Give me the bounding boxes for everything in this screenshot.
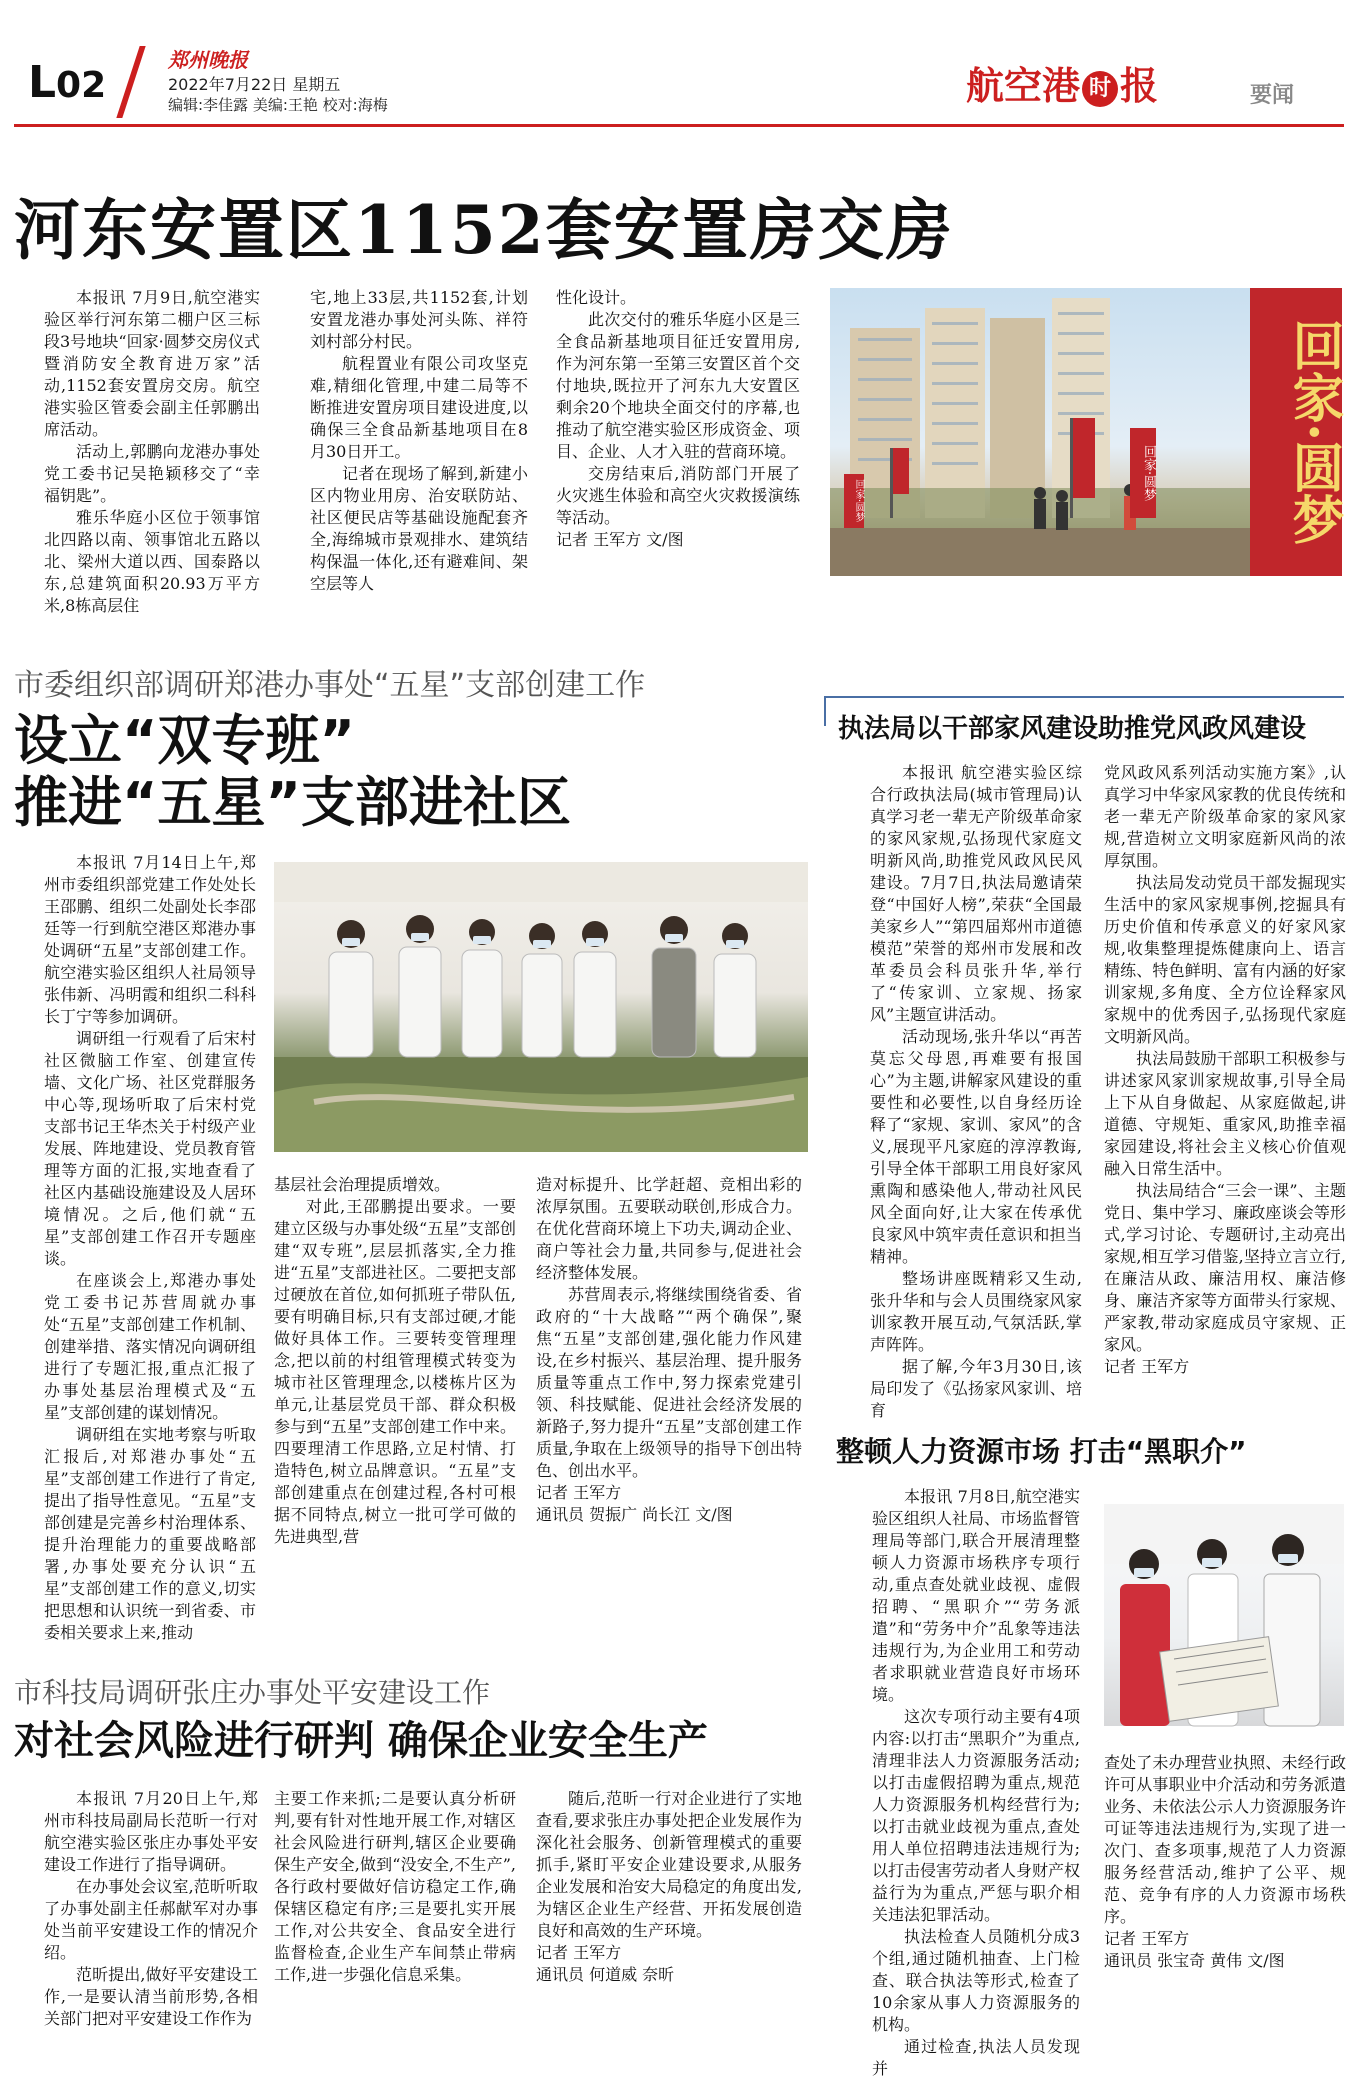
article3-col1: [870, 762, 1082, 1422]
article2-headline-2: 推进“五星”支部进社区: [14, 771, 571, 834]
article2-col3: [536, 1174, 802, 1526]
masthead-rule: [14, 124, 1344, 127]
photo-research-team: [274, 862, 808, 1152]
article3-p1: 本报讯 航空港实验区综合行政执法局(城市管理局)认真学习老一辈无产阶级革命家的家风家规,弘扬现代家庭文明新风尚,助推党风政风民风建设。7月7日,执法局邀请荣登“中国好人榜”,荣获“全国最美家乡人”“第四届郑州市道德模范”荣誉的郑州市发展和改革委员会科员张升华,举行了“传家训、立家规、扬家风”主题宣讲活动。: [870, 763, 1082, 1024]
article2-p3: 在座谈会上,郑港办事处党工委书记苏营周就办事处“五星”支部创建工作机制、创建举措、落实情况向调研组进行了专题汇报,重点汇报了办事处基层治理模式及“五星”支部创建的谋划情况。: [44, 1271, 256, 1422]
article2-p5: 基层社会治理提质增效。: [274, 1175, 451, 1194]
photo-banner-small-2: 回家·圆梦: [844, 474, 864, 528]
article2-headline-1: 设立“双专班”: [14, 709, 355, 772]
section-title-b: 时: [1089, 76, 1112, 101]
article1-p6: 记者在现场了解到,新建小区内物业用房、治安联防站、社区便民店等基础设施配套齐全,海绵城市景观排水、建筑结构保温一体化,还有避难间、架空层等人: [310, 464, 528, 593]
article5-p5: 随后,范昕一行对企业进行了实地查看,要求张庄办事处把企业发展作为深化社会服务、创新管理模式的重要抓手,紧盯平安企业建设要求,从服务企业发展和治安大局稳定的角度出发,为辖区企业生产经营、开拓发展创造良好和高效的生产环境。: [536, 1789, 802, 1940]
article4-p4: 通过检查,执法人员发现并: [872, 2037, 1080, 2078]
article1-headline: 河东安置区1152套安置房交房: [14, 191, 954, 269]
article2-p8: 苏营周表示,将继续围绕省委、省政府的“十大战略”“两个确保”,聚焦“五星”支部创建,强化能力作风建设,在乡村振兴、基层治理、提升服务质量等重点工作中,努力探索党建引领、科技赋能、促进社会经济发展的新路子,努力提升“五星”支部创建工作质量,争取在上级领导的指导下创出特色、创出水平。: [536, 1285, 802, 1480]
photo-research-svg: [274, 862, 808, 1152]
article2-p4: 调研组在实地考察与听取汇报后,对郑港办事处“五星”支部创建工作进行了肯定,提出了指导性意见。“五星”支部创建是完善乡村治理体系、提升治理能力的重要战略部署,办事处要充分认识“五星”支部创建工作的意义,切实把思想和认识统一到省委、市委相关要求上来,推动: [44, 1425, 256, 1642]
section-title-circle: [1082, 71, 1118, 107]
photo-banner-small-1: 回家·圆梦: [1130, 428, 1156, 518]
article2-kicker: 市委组织部调研郑港办事处“五星”支部创建工作: [14, 668, 646, 703]
article3-byline: 记者 王军方: [1104, 1357, 1190, 1376]
article1-p4: 宅,地上33层,共1152套,计划安置龙港办事处河头陈、祥符刘村部分村民。: [310, 288, 528, 351]
article3-p5: 党风政风系列活动实施方案》,认真学习中华家风家教的优良传统和老一辈无产阶级革命家的家风家规,营造树立文明家庭新风尚的浓厚氛围。: [1104, 763, 1346, 870]
article2-p1: 本报讯 7月14日上午,郑州市委组织部党建工作处处长王邵鹏、组织二处副处长李邵廷等一行到航空港区郑港办事处调研“五星”支部创建工作。航空港实验区组织人社局领导张伟新、冯明霞和组织二科科长丁宁等参加调研。: [44, 853, 256, 1026]
photo-housing-handover: [830, 288, 1342, 576]
article3-p2: 活动现场,张升华以“再苦莫忘父母恩,再难要有报国心”为主题,讲解家风建设的重要性和必要性,以自身经历诠释了“家规、家训、家风”的含义,展现平凡家庭的淳淳教诲,引导全体干部职工用良好家风熏陶和感染他人,带动社风民风全面向好,让大家在传承优良家风中筑牢责任意识和担当精神。: [870, 1027, 1082, 1266]
article5-p4: 主要工作来抓;二是要认真分析研判,要有针对性地开展工作,对辖区社会风险进行研判,辖区企业要确保生产安全,做到“没安全,不生产”,各行政村要做好信访稳定工作,确保辖区稳定有序;三是要扎实开展工作,对公共安全、食品安全进行监督检查,企业生产车间禁止带病工作,进一步强化信息采集。: [274, 1789, 516, 1984]
section-title: [966, 64, 1158, 108]
article3-p3: 整场讲座既精彩又生动,张升华和与会人员围绕家风家训家教开展互动,气氛活跃,掌声阵阵。: [870, 1269, 1082, 1354]
article5-kicker: 市科技局调研张庄办事处平安建设工作: [14, 1676, 491, 1709]
article5-byline-1: 记者 王军方: [536, 1943, 622, 1962]
article1-col1: [44, 287, 260, 617]
article1-p8: 此次交付的雅乐华庭小区是三全食品新基地项目征迁安置用房,作为河东第一至第三安置区首个交付地块,既拉开了河东九大安置区剩余20个地块全面交付的序幕,也推动了航空港实验区形成资金、项目、企业、人才入驻的营商环境。: [556, 310, 800, 461]
article5-col1: [44, 1788, 258, 2030]
article3-box-line: [824, 696, 826, 726]
article3-box-top: [824, 696, 1344, 698]
article4-col1: [872, 1486, 1080, 2080]
article4-byline-2: 通讯员 张宝奇 黄伟 文/图: [1104, 1951, 1285, 1970]
article3-p6: 执法局发动党员干部发掘现实生活中的家风家规事例,挖掘具有历史价值和传承意义的好家风家规,收集整理提炼健康向上、语言精练、特色鲜明、富有内涵的好家训家规,多角度、全方位诠释家风家规中的优秀因子,弘扬现代家庭文明新风尚。: [1104, 873, 1346, 1046]
article5-p3: 范昕提出,做好平安建设工作,一是要认清当前形势,各相关部门把对平安建设工作作为: [44, 1965, 258, 2028]
article5-byline-2: 通讯员 何道威 奈昕: [536, 1965, 675, 1984]
photo-inspection: [1104, 1504, 1344, 1726]
article2-byline-2: 通讯员 贺振广 尚长江 文/图: [536, 1505, 733, 1524]
issue-date: 2022年7月22日 星期五: [168, 75, 341, 94]
article4-p2: 这次专项行动主要有4项内容:以打击“黑职介”为重点,清理非法人力资源服务活动;以打击虚假招聘为重点,规范人力资源服务机构经营行为;以打击就业歧视为重点,查处用人单位招聘违法违规行为;以打击侵害劳动者人身财产权益行为为重点,严惩与职介相关违法犯罪活动。: [872, 1707, 1081, 1924]
article4-p3: 执法检查人员随机分成3个组,通过随机抽查、上门检查、联合执法等形式,检查了10余家从事人力资源服务的机构。: [872, 1927, 1080, 2034]
article2-p6: 对此,王邵鹏提出要求。一要建立区级与办事处级“五星”支部创建“双专班”,层层抓落实,全力推进“五星”支部进社区。二要把支部过硬放在首位,如何抓班子带队伍,要有明确目标,只有支部过硬,才能做好具体工作。三要转变管理理念,把以前的村组管理模式转变为城市社区管理理念,以楼栋片区为单元,让基层党员干部、群众积极参与到“五星”支部创建工作中来。四要理清工作思路,立足村情、打造特色,树立品牌意识。“五星”支部创建重点在创建过程,各村可根据不同特点,树立一批可学可做的先进典型,营: [274, 1197, 516, 1546]
page-letter: [28, 58, 106, 111]
article1-p5: 航程置业有限公司攻坚克难,精细化管理,中建二局等不断推进安置房项目建设进度,以确保三全食品新基地项目在8月30日开工。: [310, 354, 528, 461]
masthead-slash: [116, 46, 145, 118]
article4-col2: [1104, 1752, 1346, 1972]
article2-byline-1: 记者 王军方: [536, 1483, 622, 1502]
paper-name: 郑州晚报: [168, 48, 248, 72]
article4-p5: 查处了未办理营业执照、未经行政许可从事职业中介活动和劳务派遣业务、未依法公示人力资源服务许可证等违法违规行为,实现了进一次门、查多项事,规范了人力资源服务经营活动,维护了公平、规范、竞争有序的人力资源市场秩序。: [1104, 1753, 1346, 1926]
article1-p3: 雅乐华庭小区位于领事馆北四路以南、领事馆北五路以北、梁州大道以西、国泰路以东,总建筑面积20.93万平方米,8栋高层住: [44, 508, 260, 615]
section-title-a: 航空港: [966, 64, 1081, 108]
article1-col3: [556, 287, 800, 551]
article3-title: 执法局以干部家风建设助推党风政风建设: [838, 714, 1307, 744]
article3-p7: 执法局鼓励干部职工积极参与讲述家风家训家规故事,引导全局上下从自身做起、从家庭做起,讲道德、守规矩、重家风,助推幸福家园建设,将社会主义核心价值观融入日常生活中。: [1104, 1049, 1346, 1178]
photo-inspection-svg: [1104, 1504, 1344, 1726]
article3-p8: 执法局结合“三会一课”、主题党日、集中学习、廉政座谈会等形式,学习讨论、专题研讨,主动亮出家规,相互学习借鉴,坚持立言立行,在廉洁从政、廉洁用权、廉洁修身、廉洁齐家等方面带头行家规、严家教,带动家庭成员守家规、正家风。: [1104, 1181, 1346, 1354]
article3-p4: 据了解,今年3月30日,该局印发了《弘扬家风家训、培育: [870, 1357, 1082, 1420]
article2-p2: 调研组一行观看了后宋村社区微脑工作室、创建宣传墙、文化广场、社区党群服务中心等,现场听取了后宋村党支部书记王华杰关于村级产业发展、阵地建设、党员教育管理等方面的汇报,实地查看了社区内基础设施建设及人居环境情况。之后,他们就“五星”支部创建工作召开专题座谈。: [44, 1029, 256, 1268]
article2-col2: [274, 1174, 516, 1548]
article4-title: 整顿人力资源市场 打击“黑职介”: [836, 1435, 1247, 1468]
article1-p7: 性化设计。: [556, 288, 637, 307]
article5-p1: 本报讯 7月20日上午,郑州市科技局副局长范昕一行对航空港实验区张庄办事处平安建设工作进行了指导调研。: [44, 1789, 258, 1874]
article5-col2: [274, 1788, 516, 1986]
article3-col2: [1104, 762, 1346, 1378]
article5-p2: 在办事处会议室,范昕听取了办事处副主任郝献军对办事处当前平安建设工作的情况介绍。: [44, 1877, 258, 1962]
article1-p1: 本报讯 7月9日,航空港实验区举行河东第二棚户区三标段3号地块“回家·圆梦交房仪式暨消防安全教育进万家”活动,1152套安置房交房。航空港实验区管委会副主任郭鹏出席活动。: [44, 288, 260, 439]
section-title-c: 报: [1120, 64, 1159, 108]
article1-p9: 交房结束后,消防部门开展了火灾逃生体验和高空火灾救援演练等活动。: [556, 464, 800, 527]
article2-col1: [44, 852, 256, 1644]
page-number: 02: [56, 65, 107, 106]
page-letter-text: L: [28, 57, 57, 108]
article4-byline-1: 记者 王军方: [1104, 1929, 1190, 1948]
article4-p1: 本报讯 7月8日,航空港实验区组织人社局、市场监督管理局等部门,联合开展清理整顿人力资源市场秩序专项行动,重点查处就业歧视、虚假招聘、“黑职介”“劳务派遣”和“劳务中介”乱象等违法违规行为,为企业用工和劳动者求职就业营造良好市场环境。: [872, 1487, 1081, 1704]
section-tag: 要闻: [1250, 83, 1295, 108]
article5-headline: 对社会风险进行研判 确保企业安全生产: [14, 1718, 708, 1764]
article2-p7: 造对标提升、比学赶超、竞相出彩的浓厚氛围。五要联动联创,形成合力。在优化营商环境上下功夫,调动企业、商户等社会力量,共同参与,促进社会经济整体发展。: [536, 1175, 802, 1282]
editor-credits: 编辑:李佳露 美编:王艳 校对:海梅: [168, 96, 388, 114]
article1-byline: 记者 王军方 文/图: [556, 530, 684, 549]
article1-p2: 活动上,郭鹏向龙港办事处党工委书记吴艳颖移交了“幸福钥匙”。: [44, 442, 260, 505]
article1-col2: [310, 287, 528, 595]
article5-col3: [536, 1788, 802, 1986]
photo-banner-big: 回家·圆梦: [1250, 288, 1342, 576]
